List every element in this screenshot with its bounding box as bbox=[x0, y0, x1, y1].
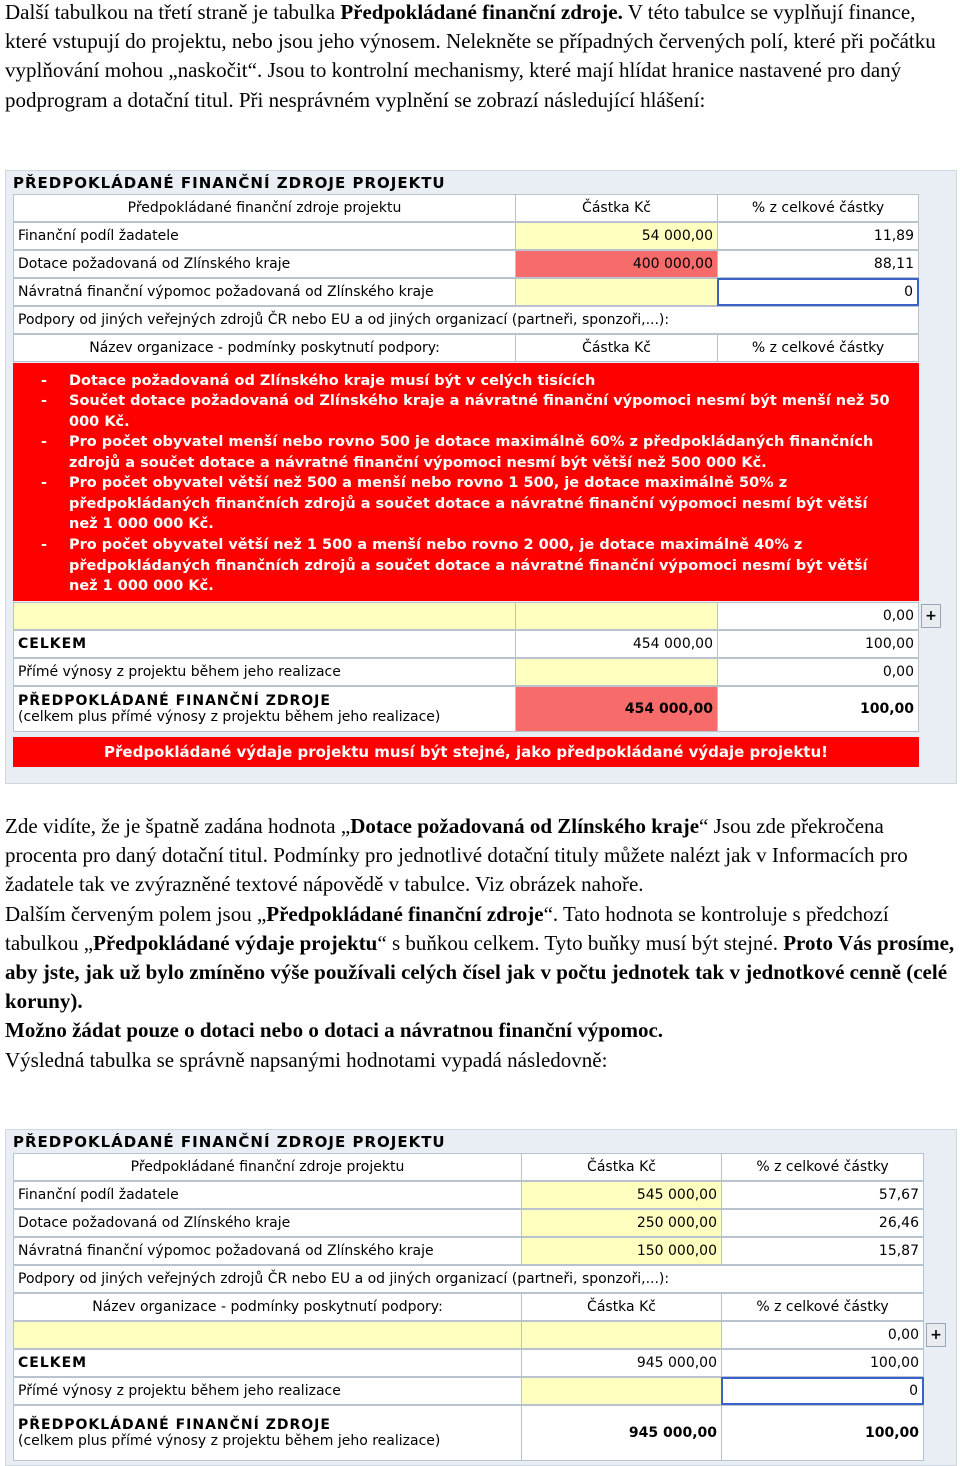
header-percent: % z celkové částky bbox=[717, 194, 919, 222]
screenshot-table-correct bbox=[5, 1129, 957, 1466]
error-message bbox=[13, 432, 919, 473]
error-text: Součet dotace požadovaná od Zlínského kraje a návratné finanční výpomoci nesmí být menší než 50 000 Kč. bbox=[69, 393, 890, 430]
error-bullet: - bbox=[41, 434, 48, 450]
header-source: Předpokládané finanční zdroje projektu bbox=[13, 194, 516, 222]
row-label: Dotace požadovaná od Zlínského kraje bbox=[13, 250, 516, 278]
table-financial-sources-correct bbox=[6, 1130, 956, 1465]
org-header-percent: % z celkové částky bbox=[717, 334, 919, 362]
row-label: Návratná finanční výpomoc požadovaná od Zlínského kraje bbox=[13, 278, 516, 306]
table-row bbox=[6, 1265, 956, 1293]
middle-paragraph bbox=[5, 812, 955, 1075]
table-row bbox=[6, 250, 956, 278]
sum-label-note: (celkem plus přímé výnosy z projektu během jeho realizace) bbox=[18, 709, 441, 725]
add-row-button[interactable]: + bbox=[921, 604, 941, 628]
error-bullet: - bbox=[41, 393, 48, 409]
table-header-row bbox=[6, 1153, 956, 1181]
header-amount: Částka Kč bbox=[521, 1153, 722, 1181]
org-amount-input[interactable] bbox=[521, 1321, 722, 1349]
table-title: PŘEDPOKLÁDANÉ FINANČNÍ ZDROJE PROJEKTU bbox=[13, 174, 446, 192]
error-message bbox=[13, 391, 919, 432]
table-header-row bbox=[6, 194, 956, 222]
error-text: Pro počet obyvatel menší nebo rovno 500 je dotace maximálně 60% z předpokládaných finančních zdrojů a součet dotace a návratné finanční výpomoci nesmí být větší než 500 000 Kč. bbox=[69, 434, 874, 471]
income-value-selected[interactable]: 0 bbox=[721, 1377, 924, 1405]
header-amount: Částka Kč bbox=[515, 194, 718, 222]
amount-input[interactable]: 54 000,00 bbox=[515, 222, 718, 250]
table-title: PŘEDPOKLÁDANÉ FINANČNÍ ZDROJE PROJEKTU bbox=[13, 1133, 446, 1151]
org-header-amount: Částka Kč bbox=[521, 1293, 722, 1321]
org-name-input[interactable] bbox=[13, 1321, 522, 1349]
org-header-row bbox=[6, 334, 956, 362]
sum-row bbox=[6, 686, 956, 732]
error-bullet: - bbox=[41, 475, 48, 491]
row-label: Finanční podíl žadatele bbox=[13, 222, 516, 250]
sum-label-title: PŘEDPOKLÁDANÉ FINANČNÍ ZDROJE bbox=[18, 693, 331, 709]
sum-label-title: PŘEDPOKLÁDANÉ FINANČNÍ ZDROJE bbox=[18, 1417, 331, 1433]
error-message bbox=[13, 371, 919, 391]
intro-paragraph bbox=[5, 0, 955, 115]
org-percent-value: 0,00 bbox=[721, 1321, 924, 1349]
error-text: Dotace požadovaná od Zlínského kraje musí být v celých tisících bbox=[69, 373, 596, 389]
table-financial-sources-error bbox=[6, 171, 956, 783]
middle-text: Dalším červeným polem jsou „ bbox=[5, 901, 267, 926]
sum-label bbox=[13, 1405, 522, 1461]
table-row bbox=[6, 278, 956, 306]
middle-text-bold: Proto Vás prosíme, aby jste, jak už bylo zmíněno výše používali celých čísel jak v počtu jednotek tak v jednotkové cenně (celé koruny). bbox=[5, 930, 955, 1014]
error-message bbox=[13, 535, 919, 597]
add-row-button[interactable]: + bbox=[926, 1323, 946, 1347]
income-label: Přímé výnosy z projektu během jeho realizace bbox=[13, 658, 516, 686]
header-source: Předpokládané finanční zdroje projektu bbox=[13, 1153, 522, 1181]
middle-text: “ s buňkou celkem. Tyto buňky musí být stejné. bbox=[377, 930, 784, 955]
income-amount-input[interactable] bbox=[515, 658, 718, 686]
org-header-amount: Částka Kč bbox=[515, 334, 718, 362]
org-header-row bbox=[6, 1293, 956, 1321]
table-row bbox=[6, 1237, 956, 1265]
percent-value: 15,87 bbox=[721, 1237, 924, 1265]
amount-input[interactable]: 150 000,00 bbox=[521, 1237, 722, 1265]
org-header-name: Název organizace - podmínky poskytnutí podpory: bbox=[13, 334, 516, 362]
middle-text: “ Jsou zde překročena procenta pro daný dotační titul. Podmínky pro jednotlivé dotační tituly můžete nalézt jak v Informacích pro žadatele tak ve zvýrazněné textové nápovědě v tabulce. Viz obrázek nahoře. bbox=[5, 814, 908, 897]
total-label: CELKEM bbox=[13, 1349, 522, 1377]
error-bullet: - bbox=[41, 373, 48, 389]
org-row bbox=[6, 602, 956, 630]
income-amount-input[interactable] bbox=[521, 1377, 722, 1405]
total-row bbox=[6, 1349, 956, 1377]
intro-text-2: V této tabulce se vyplňují finance, které vstupují do projektu, nebo jsou jeho výnosem. Nelekněte se případných červených polí, které při počátku vyplňování mohou „naskočit“. Jsou to kontrolní mechanismy, které mají hlídat hranice nastavené pro daný podprogram a dotační titul. Při nesprávném vyplnění se zobrazí následující hlášení: bbox=[5, 0, 936, 112]
income-row bbox=[6, 1377, 956, 1405]
error-bullet: - bbox=[41, 537, 48, 553]
middle-text-bold: Předpokládané výdaje projektu bbox=[93, 930, 378, 955]
sum-percent: 100,00 bbox=[717, 686, 919, 732]
middle-text: Zde vidíte, že je špatně zadána hodnota „ bbox=[5, 814, 351, 838]
middle-text: Výsledná tabulka se správně napsanými hodnotami vypadá následovně: bbox=[5, 1047, 608, 1072]
total-percent: 100,00 bbox=[717, 630, 919, 658]
percent-value: 11,89 bbox=[717, 222, 919, 250]
org-amount-input[interactable] bbox=[515, 602, 718, 630]
org-header-percent: % z celkové částky bbox=[721, 1293, 924, 1321]
income-percent: 0,00 bbox=[717, 658, 919, 686]
header-percent: % z celkové částky bbox=[721, 1153, 924, 1181]
error-message bbox=[13, 473, 919, 535]
table-row bbox=[6, 1181, 956, 1209]
amount-input-error[interactable]: 400 000,00 bbox=[515, 250, 718, 278]
table-row bbox=[6, 222, 956, 250]
amount-input[interactable]: 545 000,00 bbox=[521, 1181, 722, 1209]
row-label: Návratná finanční výpomoc požadovaná od Zlínského kraje bbox=[13, 1237, 522, 1265]
screenshot-table-error bbox=[5, 170, 957, 784]
percent-value: 88,11 bbox=[717, 250, 919, 278]
total-amount: 454 000,00 bbox=[515, 630, 718, 658]
amount-input[interactable]: 250 000,00 bbox=[521, 1209, 722, 1237]
org-header-name: Název organizace - podmínky poskytnutí podpory: bbox=[13, 1293, 522, 1321]
row-label: Finanční podíl žadatele bbox=[13, 1181, 522, 1209]
total-label: CELKEM bbox=[13, 630, 516, 658]
other-sources-label: Podpory od jiných veřejných zdrojů ČR nebo EU a od jiných organizací (partneři, sponzoři,...): bbox=[13, 306, 919, 334]
validation-error-box bbox=[13, 363, 919, 601]
error-text: Pro počet obyvatel větší než 1 500 a menší nebo rovno 2 000, je dotace maximálně 40% z předpokládaných finančních zdrojů a součet dotace a návratné finanční výpomoci nesmí být větší než 1 000 000 Kč. bbox=[69, 537, 868, 594]
sum-amount: 945 000,00 bbox=[521, 1405, 722, 1461]
row-label: Dotace požadovaná od Zlínského kraje bbox=[13, 1209, 522, 1237]
table-row bbox=[6, 306, 956, 334]
middle-text: “. Tato hodnota se kontroluje s předchozí tabulkou „ bbox=[5, 901, 889, 955]
middle-text-bold: Možno žádat pouze o dotaci nebo o dotaci a návratnou finanční výpomoc. bbox=[5, 1018, 664, 1043]
org-percent-value: 0,00 bbox=[717, 602, 919, 630]
total-amount: 945 000,00 bbox=[521, 1349, 722, 1377]
income-row bbox=[6, 658, 956, 686]
middle-text-bold: Dotace požadovaná od Zlínského kraje bbox=[350, 814, 700, 838]
percent-value: 26,46 bbox=[721, 1209, 924, 1237]
sum-error-bar: Předpokládané výdaje projektu musí být stejné, jako předpokládané výdaje projektu! bbox=[13, 737, 919, 767]
intro-text-bold: Předpokládané finanční zdroje. bbox=[340, 0, 623, 24]
org-name-input[interactable] bbox=[13, 602, 516, 630]
sum-label bbox=[13, 686, 516, 732]
intro-text-1: Další tabulkou na třetí straně je tabulka bbox=[5, 0, 341, 24]
sum-amount-error: 454 000,00 bbox=[515, 686, 718, 732]
percent-value-selected[interactable]: 0 bbox=[717, 278, 919, 306]
sum-percent: 100,00 bbox=[721, 1405, 924, 1461]
table-row bbox=[6, 1209, 956, 1237]
amount-input[interactable] bbox=[515, 278, 718, 306]
percent-value: 57,67 bbox=[721, 1181, 924, 1209]
middle-text-bold: Předpokládané finanční zdroje bbox=[266, 901, 544, 926]
error-text: Pro počet obyvatel větší než 500 a menší nebo rovno 1 500, je dotace maximálně 50% z předpokládaných finančních zdrojů a součet dotace a návratné finanční výpomoci nesmí být větší než 1 000 000 Kč. bbox=[69, 475, 868, 532]
total-percent: 100,00 bbox=[721, 1349, 924, 1377]
income-label: Přímé výnosy z projektu během jeho realizace bbox=[13, 1377, 522, 1405]
sum-label-note: (celkem plus přímé výnosy z projektu během jeho realizace) bbox=[18, 1433, 441, 1449]
total-row bbox=[6, 630, 956, 658]
sum-row bbox=[6, 1405, 956, 1461]
other-sources-label: Podpory od jiných veřejných zdrojů ČR nebo EU a od jiných organizací (partneři, sponzoři,...): bbox=[13, 1265, 924, 1293]
org-row bbox=[6, 1321, 956, 1349]
